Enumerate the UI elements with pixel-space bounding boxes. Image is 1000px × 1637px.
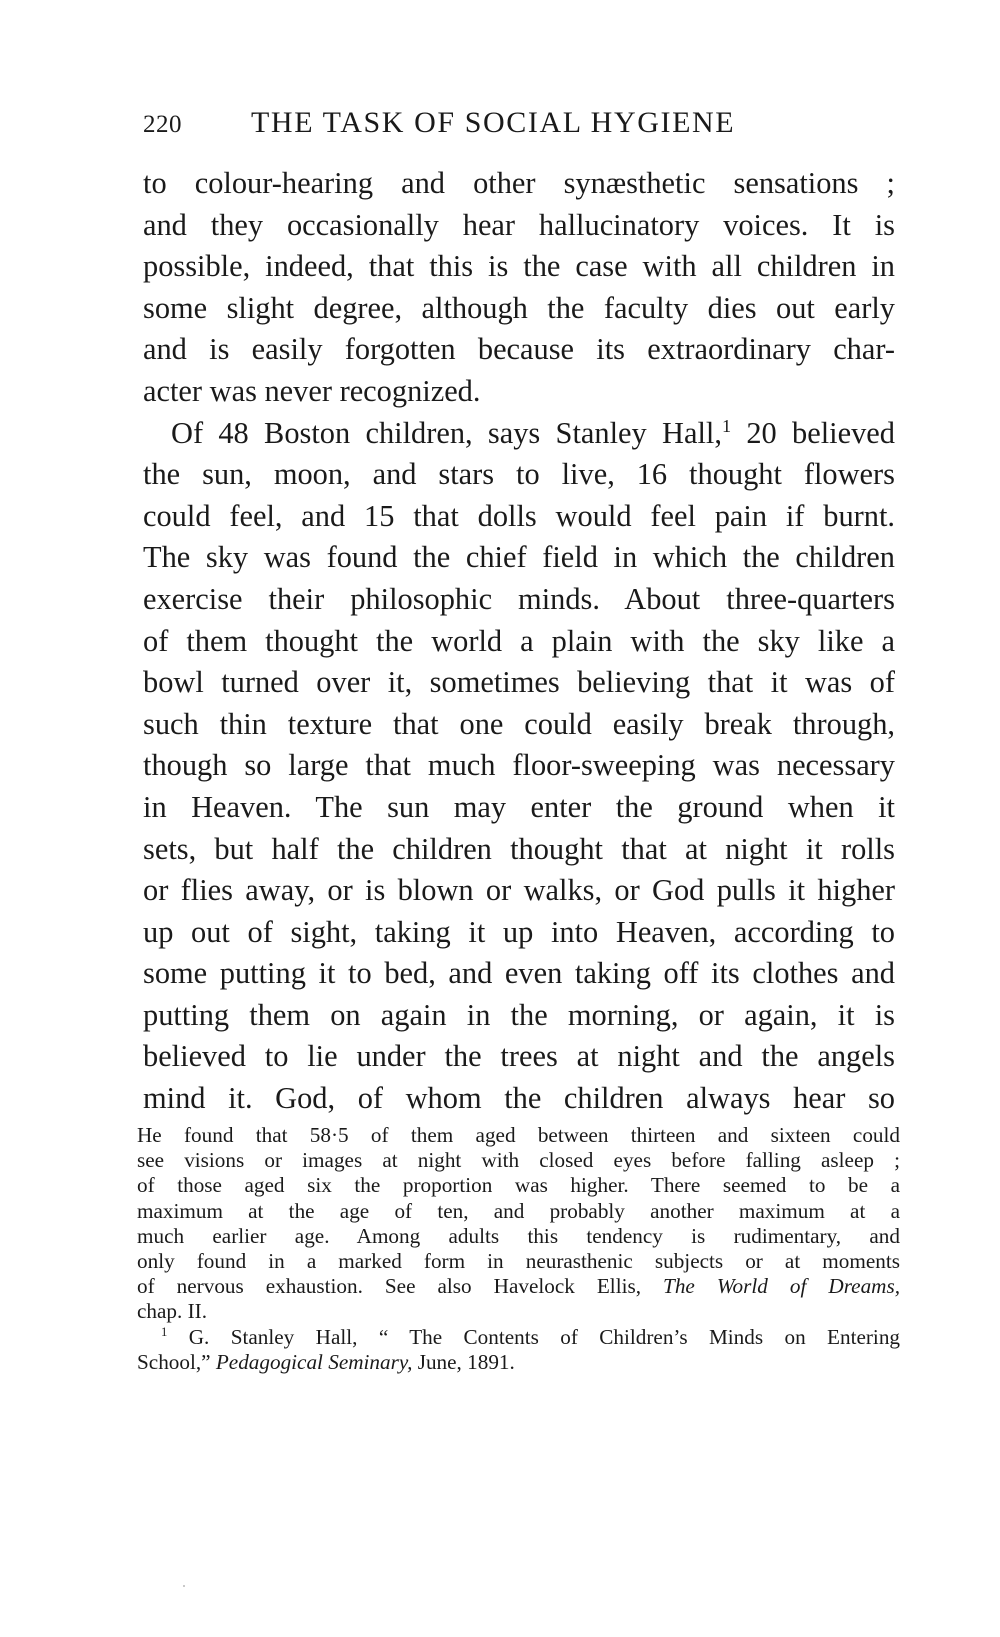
- body-line: the sun, moon, and stars to live, 16 thought flowers: [143, 457, 895, 492]
- footnote-reference-marker: 1: [721, 415, 732, 436]
- footnote-text: of nervous exhaustion. See also Havelock Ellis,: [137, 1274, 642, 1299]
- footnote-text: June, 1891.: [417, 1349, 515, 1374]
- body-text: [143, 163, 895, 1120]
- footnote-line: He found that 58·5 of them aged between thirteen and sixteen could: [137, 1123, 900, 1147]
- body-line: some putting it to bed, and even taking off its clothes and: [143, 956, 895, 991]
- body-line: bowl turned over it, sometimes believing that it was of: [143, 665, 895, 700]
- footnote-1-line: [137, 1350, 900, 1375]
- footnote-marker: 1: [161, 1324, 168, 1339]
- footnote-line: maximum at the age of ten, and probably another maximum at a: [137, 1198, 900, 1223]
- paper-speck: [183, 1585, 185, 1587]
- body-line: The sky was found the chief field in which the children: [143, 540, 895, 575]
- footnote-line: much earlier age. Among adults this tendency is rudimentary, and: [137, 1223, 900, 1248]
- footnote-line: only found in a marked form in neurasthenic subjects or at moments: [137, 1248, 900, 1273]
- footnotes: [137, 1123, 900, 1375]
- body-line: of them thought the world a plain with the sky like a: [143, 623, 895, 658]
- body-line: to colour-hearing and other synæsthetic sensations ;: [143, 166, 895, 200]
- running-title: THE TASK OF SOCIAL HYGIENE: [251, 106, 736, 139]
- body-line-part: Of 48 Boston children, says Stanley Hall,: [171, 415, 722, 450]
- body-line: possible, indeed, that this is the case with all children in: [143, 249, 895, 284]
- footnote-1-line: [137, 1325, 900, 1350]
- body-line: acter was never recognized.: [143, 373, 481, 408]
- body-line: exercise their philosophic minds. About three-quarters: [143, 581, 895, 616]
- journal-title-italic: Pedagogical Seminary,: [215, 1349, 413, 1374]
- body-line: and they occasionally hear hallucinatory voices. It is: [143, 207, 895, 242]
- body-line: some slight degree, although the faculty dies out early: [143, 290, 895, 325]
- body-line: in Heaven. The sun may enter the ground when it: [143, 789, 895, 824]
- body-line: or flies away, or is blown or walks, or God pulls it higher: [143, 873, 895, 908]
- page-number: 220: [143, 111, 182, 138]
- body-line: believed to lie under the trees at night and the angels: [143, 1039, 895, 1074]
- body-line: sets, but half the children thought that at night it rolls: [143, 831, 895, 866]
- footnote-text: School,”: [137, 1349, 211, 1374]
- body-line: though so large that much floor-sweeping was necessary: [143, 748, 895, 783]
- footnote-line: [137, 1274, 900, 1299]
- body-line: such thin texture that one could easily break through,: [143, 706, 895, 741]
- body-line: and is easily forgotten because its extraordinary char-: [143, 332, 895, 367]
- footnote-line: see visions or images at night with closed eyes before falling asleep ;: [137, 1148, 900, 1173]
- footnote-line: chap. II.: [137, 1299, 207, 1324]
- body-line-part: 20 believed: [746, 415, 895, 450]
- body-line: up out of sight, taking it up into Heaven, according to: [143, 914, 895, 949]
- book-title-italic: The World of Dreams,: [663, 1274, 900, 1299]
- body-line: putting them on again in the morning, or again, it is: [143, 997, 895, 1032]
- body-line: mind it. God, of whom the children always hear so: [143, 1081, 895, 1116]
- footnote-text: G. Stanley Hall, “ The Contents of Children’s Minds on Entering: [188, 1324, 900, 1349]
- running-head: [143, 106, 903, 150]
- footnote-line: of those aged six the proportion was higher. There seemed to be a: [137, 1173, 900, 1198]
- body-line: could feel, and 15 that dolls would feel pain if burnt.: [143, 498, 895, 533]
- body-line-with-footnote: [143, 413, 895, 455]
